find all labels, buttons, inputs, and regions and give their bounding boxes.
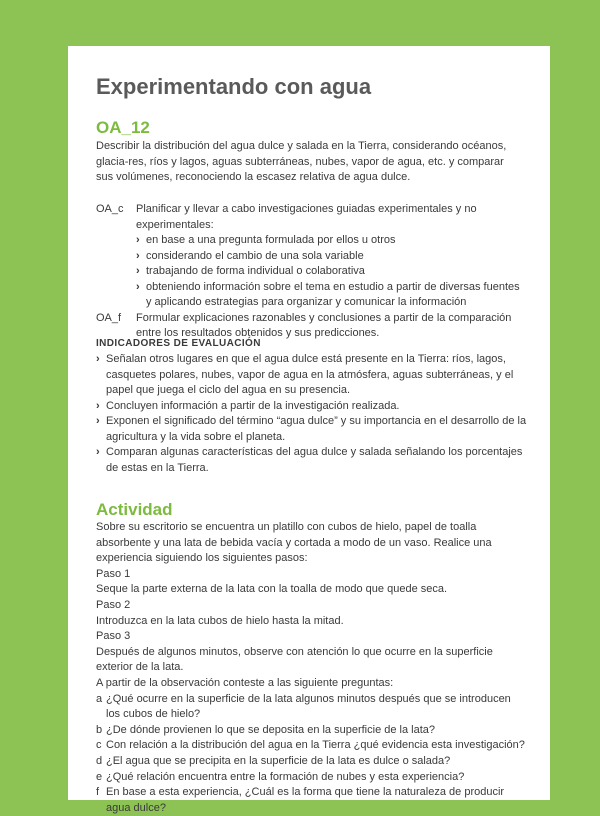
question-letter: c (96, 739, 102, 752)
step-label: Paso 2 (96, 598, 131, 611)
list-item: › Exponen el significado del término “agua dulce” y su importancia en el desarrollo de la agricultura y la vida sobre el planeta. (96, 414, 528, 445)
skill-code: OA_f (96, 311, 122, 324)
question-item (96, 692, 526, 723)
document-page (68, 46, 550, 814)
indicators-heading: INDICADORES DE EVALUACIÓN (96, 338, 261, 349)
objective-description: Describir la distribución del agua dulce y salada en la Tierra, considerando océanos, glacia-res, ríos y lagos, aguas subterráneas, nubes, vapor de agua, etc. y comparar sus volúmenes, reconociendo la escasez relativa de agua dulce. (96, 140, 507, 183)
step-text: Después de algunos minutos, observe con atención lo que ocurre en la superficie exterior de la lata. (96, 645, 493, 674)
skill-text: Planificar y llevar a cabo investigaciones guiadas experimentales y no experimentales: (136, 203, 477, 231)
list-item: › en base a una pregunta formulada por ellos u otros (136, 233, 528, 249)
question-item (96, 723, 526, 739)
activity-intro: Sobre su escritorio se encuentra un platillo con cubos de hielo, papel de toalla absorbente y una lata de bebida vacía y cortada a modo de un vaso. Realice una experiencia siguiendo los siguientes pasos: (96, 521, 492, 565)
step-label: Paso 1 (96, 567, 131, 580)
list-item: › obteniendo información sobre el tema en estudio a partir de diversas fuentes y aplicando estrategias para organizar y comunicar la información (136, 280, 528, 311)
question-letter: d (96, 754, 103, 767)
question-item (96, 738, 526, 754)
skills-section (96, 202, 528, 342)
question-text: ¿El agua que se precipita en la superficie de la lata es dulce o salada? (106, 754, 451, 767)
questions-intro: A partir de la observación conteste a las siguiente preguntas: (96, 676, 394, 689)
skill-bullets (136, 233, 528, 311)
questions-list (96, 692, 526, 816)
skill-code: OA_c (96, 203, 124, 215)
question-item (96, 785, 526, 816)
list-item: › considerando el cambio de una sola variable (136, 249, 528, 265)
list-item: › Concluyen información a partir de la investigación realizada. (96, 399, 528, 415)
step-text: Introduzca en la lata cubos de hielo hasta la mitad. (96, 614, 344, 627)
skill-text: Formular explicaciones razonables y conclusiones a partir de la comparación entre los resultados obtenidos y sus predicciones. (136, 311, 512, 339)
page-title: Experimentando con agua (96, 74, 372, 99)
question-text: En base a esta experiencia, ¿Cuál es la forma que tiene la naturaleza de producir agua dulce? (106, 786, 505, 814)
question-text: ¿Qué ocurre en la superficie de la lata algunos minutos después que se introducen los cubos de hielo? (106, 692, 511, 721)
skill-oa-c (96, 202, 528, 311)
list-item: › trabajando de forma individual o colaborativa (136, 264, 528, 280)
activity-section (96, 520, 526, 816)
question-text: ¿De dónde provienen lo que se deposita en la superficie de la lata? (106, 723, 436, 736)
question-letter: f (96, 786, 100, 799)
question-text: ¿Qué relación encuentra entre la formación de nubes y esta experiencia? (106, 770, 465, 783)
question-item (96, 754, 526, 770)
indicators-list (96, 352, 528, 476)
list-item: › Comparan algunas características del agua dulce y salada señalando los porcentajes de estas en la Tierra. (96, 445, 528, 476)
list-item: › Señalan otros lugares en que el agua dulce está presente en la Tierra: ríos, lagos, casquetes polares, nubes, vapor de agua en la atmósfera, aguas subterráneas, y el papel que juega el ciclo del agua en su presencia. (96, 352, 528, 399)
step-text: Seque la parte externa de la lata con la toalla de modo que quede seca. (96, 583, 448, 596)
skill-oa-f (96, 311, 528, 342)
activity-heading: Actividad (96, 500, 173, 519)
question-letter: b (96, 723, 103, 736)
question-text: Con relación a la distribución del agua en la Tierra ¿qué evidencia esta investigación? (106, 739, 525, 752)
question-letter: e (96, 770, 103, 783)
step-label: Paso 3 (96, 630, 131, 643)
question-letter: a (96, 692, 103, 705)
question-item (96, 770, 526, 786)
objective-code: OA_12 (96, 118, 150, 137)
